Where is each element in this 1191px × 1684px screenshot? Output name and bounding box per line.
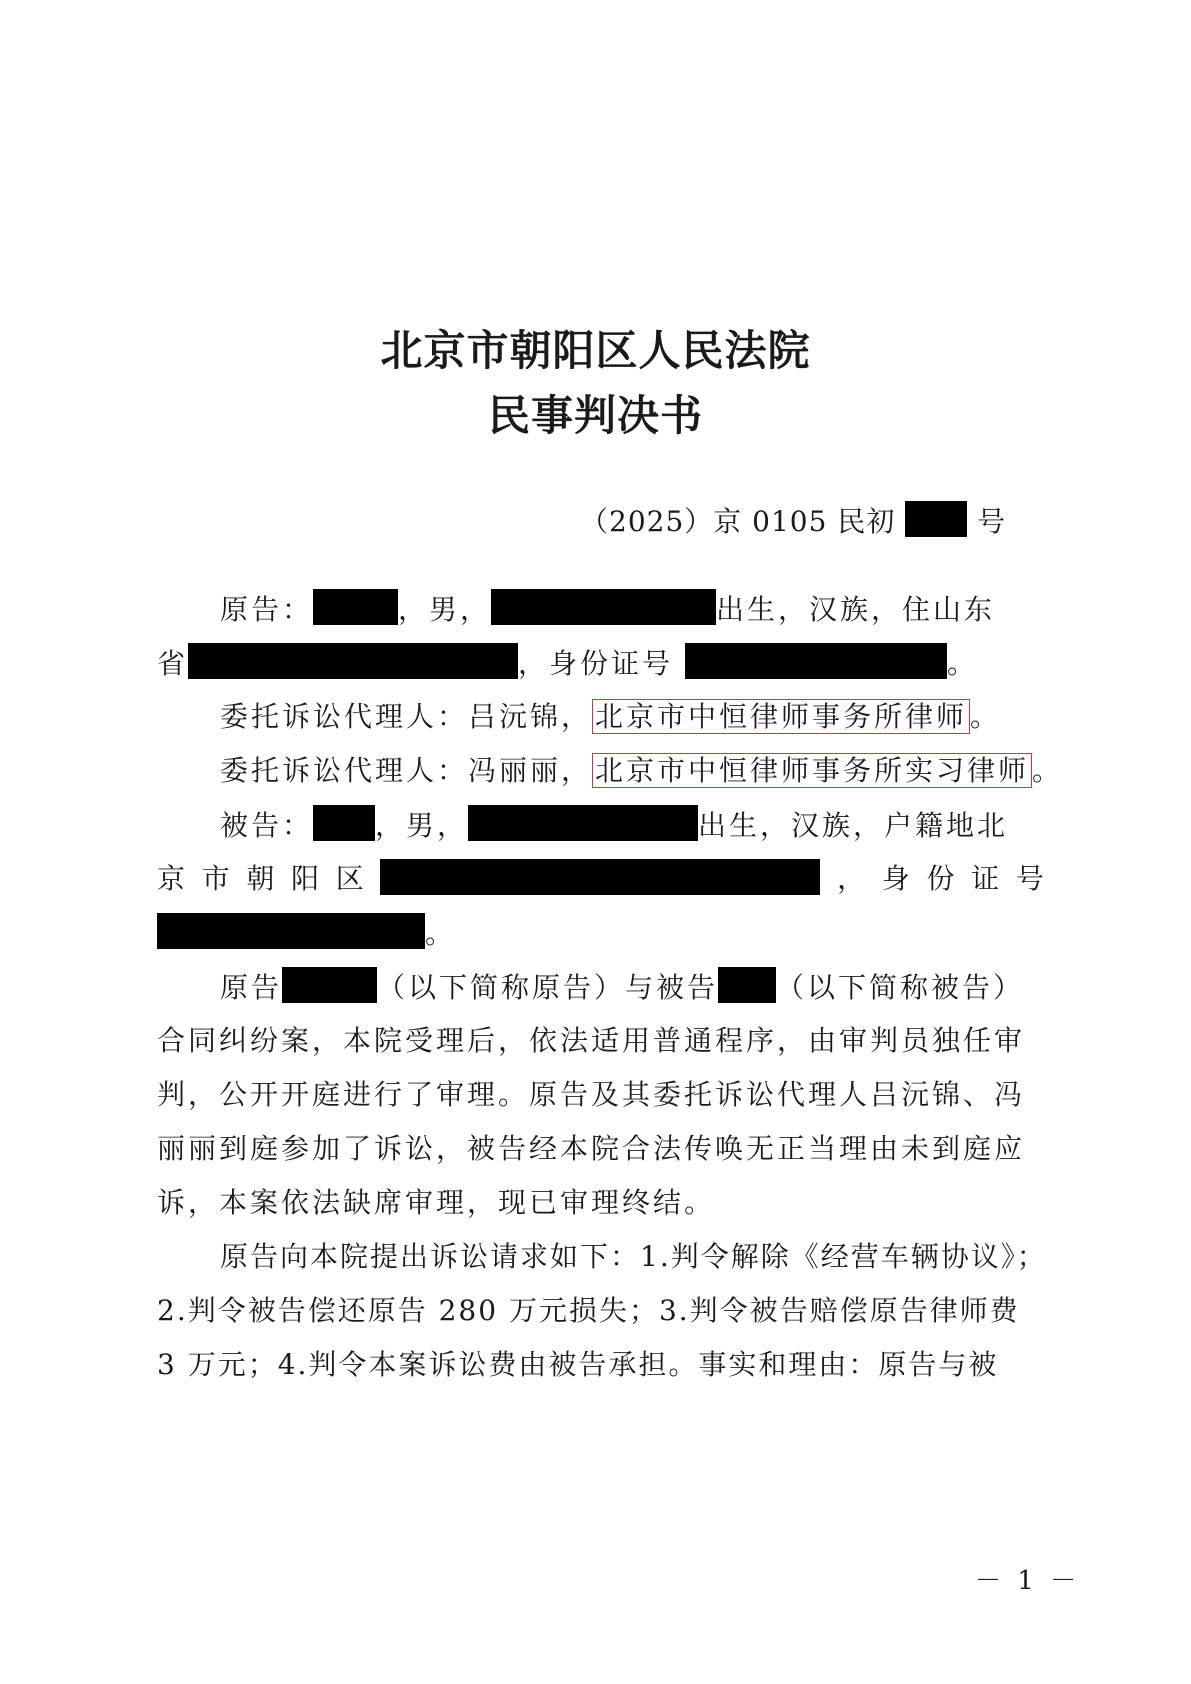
- redaction: [905, 501, 967, 537]
- redaction: [468, 805, 698, 841]
- plaintiff-line-2: [157, 643, 1044, 683]
- body-line: 原告向本院提出诉讼请求如下：1.判令解除《经营车辆协议》；: [220, 1240, 1047, 1273]
- court-name: 北京市朝阳区人民法院: [380, 326, 811, 375]
- page-number: － 1 －: [975, 1566, 1081, 1596]
- address-char: 市: [201, 862, 230, 895]
- body-line: 3 万元；4.判令本案诉讼费由被告承担。事实和理由：原告与被: [157, 1348, 999, 1381]
- plaintiff-line-1: [220, 589, 1044, 629]
- redaction: [685, 643, 947, 679]
- body-line: 判，公开开庭进行了审理。原告及其委托诉讼代理人吕沅锦、冯: [157, 1078, 1026, 1111]
- redaction: [313, 805, 375, 841]
- case-number-prefix: （2025）京 0105 民初: [580, 505, 896, 538]
- defendant-label: 被告：: [220, 809, 314, 842]
- agent-firm-highlight: 北京市中恒律师事务所实习律师: [592, 753, 1032, 788]
- address-char: 区: [335, 862, 364, 895]
- case-number-suffix: 号: [977, 505, 1007, 538]
- agent-end: 。: [1032, 754, 1064, 787]
- defendant-born: 出生，汉族，户籍地北: [698, 809, 1009, 842]
- agent-firm-highlight: 北京市中恒律师事务所律师: [592, 699, 970, 734]
- plaintiff-end: 。: [946, 647, 978, 680]
- body-line: 2.判令被告偿还原告 280 万元损失；3.判令被告赔偿原告律师费: [157, 1294, 1020, 1327]
- plaintiff-province: 省: [157, 647, 189, 680]
- para1-mid: （以下简称原告）与被告: [377, 971, 719, 1004]
- redaction: [157, 913, 425, 949]
- para1-line-1: [220, 967, 1044, 1007]
- address-comma: ，: [837, 862, 866, 895]
- id-label-char: 身: [881, 862, 910, 895]
- defendant-line-2: [157, 859, 1044, 899]
- body-line: 合同纠纷案，本院受理后，依法适用普通程序，由审判员独任审: [157, 1024, 1026, 1057]
- para1-tail: （以下简称被告）: [776, 971, 1025, 1004]
- para1-start: 原告: [220, 971, 283, 1004]
- redaction: [718, 967, 776, 1003]
- agent-end: 。: [970, 700, 1002, 733]
- redaction: [282, 967, 377, 1003]
- id-label-char: 号: [1015, 862, 1044, 895]
- redaction: [313, 589, 398, 625]
- plaintiff-gender: ，男，: [398, 593, 492, 626]
- plaintiff-born: 出生，汉族，住山东: [716, 593, 996, 626]
- redaction: [491, 589, 716, 625]
- document-type: 民事判决书: [487, 391, 703, 440]
- id-label-char: 份: [926, 862, 955, 895]
- address-char: 阳: [291, 862, 320, 895]
- plaintiff-id-label: ，身份证号: [518, 647, 674, 680]
- redaction: [188, 643, 518, 679]
- id-label-char: 证: [971, 862, 1000, 895]
- defendant-line-3: [157, 913, 1044, 953]
- defendant-end: 。: [425, 917, 457, 950]
- defendant-line-1: [220, 805, 1044, 845]
- agent-label: 委托诉讼代理人：冯丽丽，: [220, 754, 593, 787]
- defendant-gender: ，男，: [375, 809, 469, 842]
- agent-line-1: [220, 697, 1044, 737]
- redaction: [380, 859, 820, 895]
- agent-label: 委托诉讼代理人：吕沅锦，: [220, 700, 593, 733]
- plaintiff-label: 原告：: [220, 593, 314, 626]
- address-char: 京: [157, 862, 186, 895]
- case-number: [580, 500, 1006, 540]
- body-line: 丽丽到庭参加了诉讼，被告经本院合法传唤无正当理由未到庭应: [157, 1132, 1026, 1165]
- agent-line-2: [220, 751, 1064, 791]
- body-line: 诉，本案依法缺席审理，现已审理终结。: [157, 1186, 716, 1219]
- address-char: 朝: [246, 862, 275, 895]
